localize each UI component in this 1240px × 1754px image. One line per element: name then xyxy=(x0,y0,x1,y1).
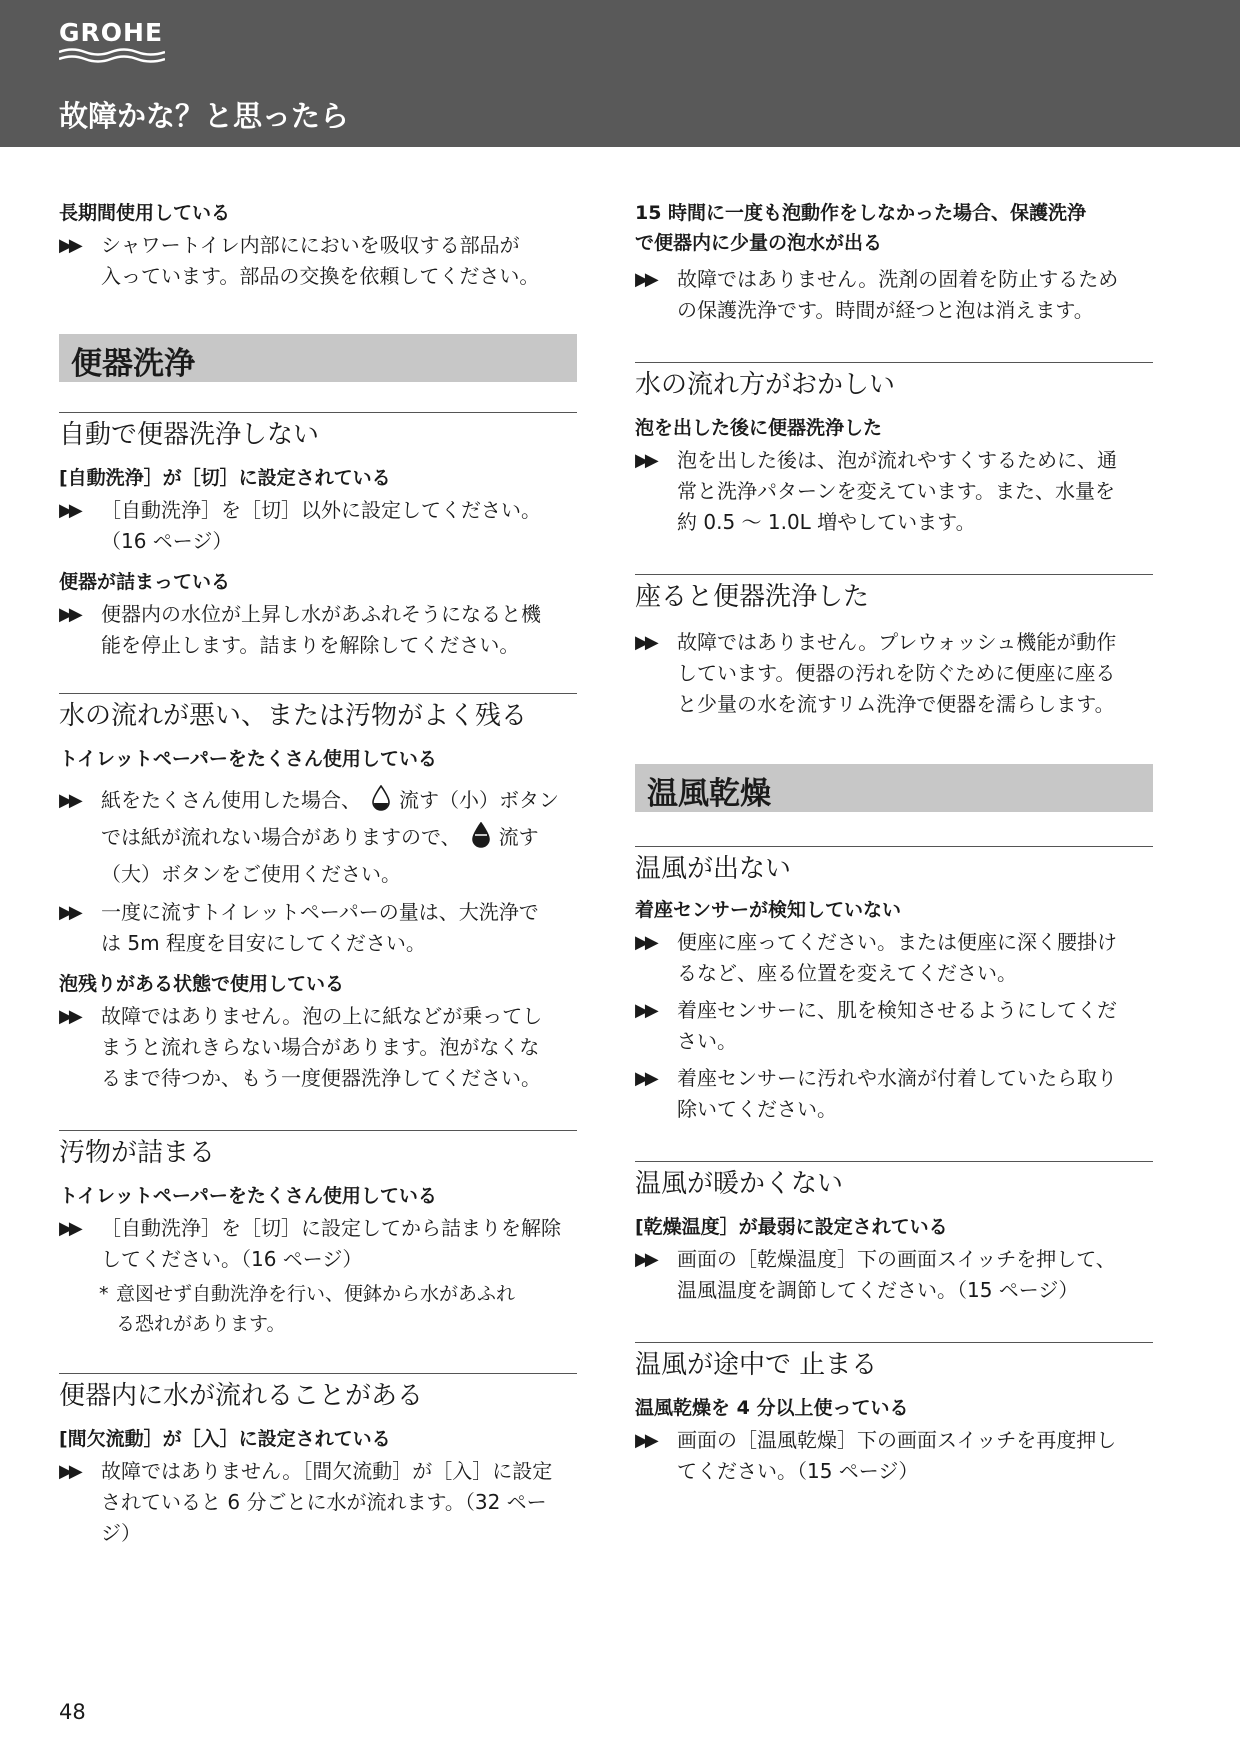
caution-note: * 意図せず自動洗浄を行い、便鉢から水があふれ る恐れがあります。 xyxy=(59,1279,577,1339)
list-item: ▶▶ 故障ではありません。プレウォッシュ機能が動作 しています。便器の汚れを防ぐために便座に座る と少量の水を流すリム洗浄で便器を濡らします。 xyxy=(635,627,1153,720)
cause-label: 15 時間に一度も泡動作をしなかった場合、保護洗浄 で便器内に少量の泡水が出る xyxy=(635,202,1087,254)
double-arrow-icon: ▶▶ xyxy=(635,632,655,653)
problem-title: 汚物が詰まる xyxy=(59,1130,577,1171)
list-item: ▶▶ 画面の［温風乾燥］下の画面スイッチを再度押し てください。（15 ページ） xyxy=(635,1425,1153,1487)
double-arrow-icon: ▶▶ xyxy=(59,235,79,256)
double-arrow-icon: ▶▶ xyxy=(635,269,655,290)
list-item: ▶▶ 便器内の水位が上昇し水があふれそうになると機 能を停止します。詰まりを解除してください。 xyxy=(59,599,577,661)
drop-outline-icon xyxy=(371,785,391,811)
cause-label: トイレットペーパーをたくさん使用している xyxy=(59,748,437,770)
cause-label: [自動洗浄］が［切］に設定されている xyxy=(59,467,391,489)
cause-label: 温風乾燥を 4 分以上使っている xyxy=(635,1397,909,1419)
logo-text: GROHE xyxy=(59,18,164,47)
double-arrow-icon: ▶▶ xyxy=(59,500,79,521)
list-item: ▶▶ 故障ではありません。泡の上に紙などが乗ってし まうと流れきらない場合があります。泡がなくな るまで待つか、もう一度便器洗浄してください。 xyxy=(59,1001,577,1094)
problem-title: 便器内に水が流れることがある xyxy=(59,1373,577,1414)
list-item: ▶▶ 便座に座ってください。または便座に深く腰掛け るなど、座る位置を変えてください。 xyxy=(635,927,1153,989)
left-column xyxy=(59,198,577,1549)
cause-label: [乾燥温度］が最弱に設定されている xyxy=(635,1216,948,1238)
double-arrow-icon: ▶▶ xyxy=(59,1461,79,1482)
page-number: 48 xyxy=(59,1700,86,1724)
list-item: ▶▶ 故障ではありません。［間欠流動］が［入］に設定 されていると 6 分ごとに水が流れます。（32 ペー ジ） xyxy=(59,1456,577,1549)
double-arrow-icon: ▶▶ xyxy=(635,1249,655,1270)
cause-label: 長期間使用している xyxy=(59,202,231,224)
grohe-logo xyxy=(59,18,169,70)
logo-wave-icon xyxy=(59,48,165,64)
double-arrow-icon: ▶▶ xyxy=(59,1006,79,1027)
list-item: ▶▶ ［自動洗浄］を［切］以外に設定してください。 （16 ページ） xyxy=(59,495,577,557)
page-title: 故障かな？と思ったら xyxy=(59,99,350,133)
cause-label: [間欠流動］が［入］に設定されている xyxy=(59,1428,391,1450)
list-item: ▶▶ 故障ではありません。洗剤の固着を防止するため の保護洗浄です。時間が経つと泡は消えます。 xyxy=(635,264,1153,326)
cause-label: 泡残りがある状態で使用している xyxy=(59,973,345,995)
list-item: ▶▶ 画面の［乾燥温度］下の画面スイッチを押して、 温風温度を調節してください。（15 ページ） xyxy=(635,1244,1153,1306)
problem-title: 温風が暖かくない xyxy=(635,1161,1153,1202)
section-heading-toilet-flush: 便器洗浄 xyxy=(59,334,577,382)
double-arrow-icon: ▶▶ xyxy=(635,1000,655,1021)
note-mark: * xyxy=(99,1283,109,1305)
cause-label: 着座センサーが検知していない xyxy=(635,899,902,921)
cause-label: 便器が詰まっている xyxy=(59,571,231,593)
double-arrow-icon: ▶▶ xyxy=(59,604,79,625)
problem-title: 温風が途中で 止まる xyxy=(635,1342,1153,1383)
page-header xyxy=(0,0,1240,147)
double-arrow-icon: ▶▶ xyxy=(635,1068,655,1089)
right-column xyxy=(635,198,1153,1487)
list-item: ▶▶ 紙をたくさん使用した場合、 流す（小）ボタン では紙が流れない場合がありますので、 流す （大）ボタンをご使用ください。 xyxy=(59,782,577,893)
list-item: ▶▶ ［自動洗浄］を［切］に設定してから詰まりを解除 してください。（16 ページ） xyxy=(59,1213,577,1275)
problem-title: 自動で便器洗浄しない xyxy=(59,412,577,453)
section-heading-warm-air-drying: 温風乾燥 xyxy=(635,764,1153,812)
problem-title: 座ると便器洗浄した xyxy=(635,574,1153,615)
drop-filled-icon xyxy=(471,822,491,848)
double-arrow-icon: ▶▶ xyxy=(635,450,655,471)
cause-label: 泡を出した後に便器洗浄した xyxy=(635,417,883,439)
double-arrow-icon: ▶▶ xyxy=(635,932,655,953)
double-arrow-icon: ▶▶ xyxy=(59,902,79,923)
double-arrow-icon: ▶▶ xyxy=(59,790,79,811)
list-item: ▶▶ 着座センサーに、肌を検知させるようにしてくだ さい。 xyxy=(635,995,1153,1057)
problem-title: 温風が出ない xyxy=(635,846,1153,887)
list-item: ▶▶ 着座センサーに汚れや水滴が付着していたら取り 除いてください。 xyxy=(635,1063,1153,1125)
double-arrow-icon: ▶▶ xyxy=(635,1430,655,1451)
cause-label: トイレットペーパーをたくさん使用している xyxy=(59,1185,437,1207)
list-item: ▶▶ 一度に流すトイレットペーパーの量は、大洗浄で は 5m 程度を目安にしてください。 xyxy=(59,897,577,959)
problem-title: 水の流れが悪い、または汚物がよく残る xyxy=(59,693,577,734)
list-item: ▶▶ 泡を出した後は、泡が流れやすくするために、通 常と洗浄パターンを変えています。また、水量を 約 0.5 ～ 1.0L 増やしています。 xyxy=(635,445,1153,538)
double-arrow-icon: ▶▶ xyxy=(59,1218,79,1239)
problem-title: 水の流れ方がおかしい xyxy=(635,362,1153,403)
list-item: ▶▶ シャワートイレ内部ににおいを吸収する部品が 入っています。部品の交換を依頼してください。 xyxy=(59,230,577,292)
